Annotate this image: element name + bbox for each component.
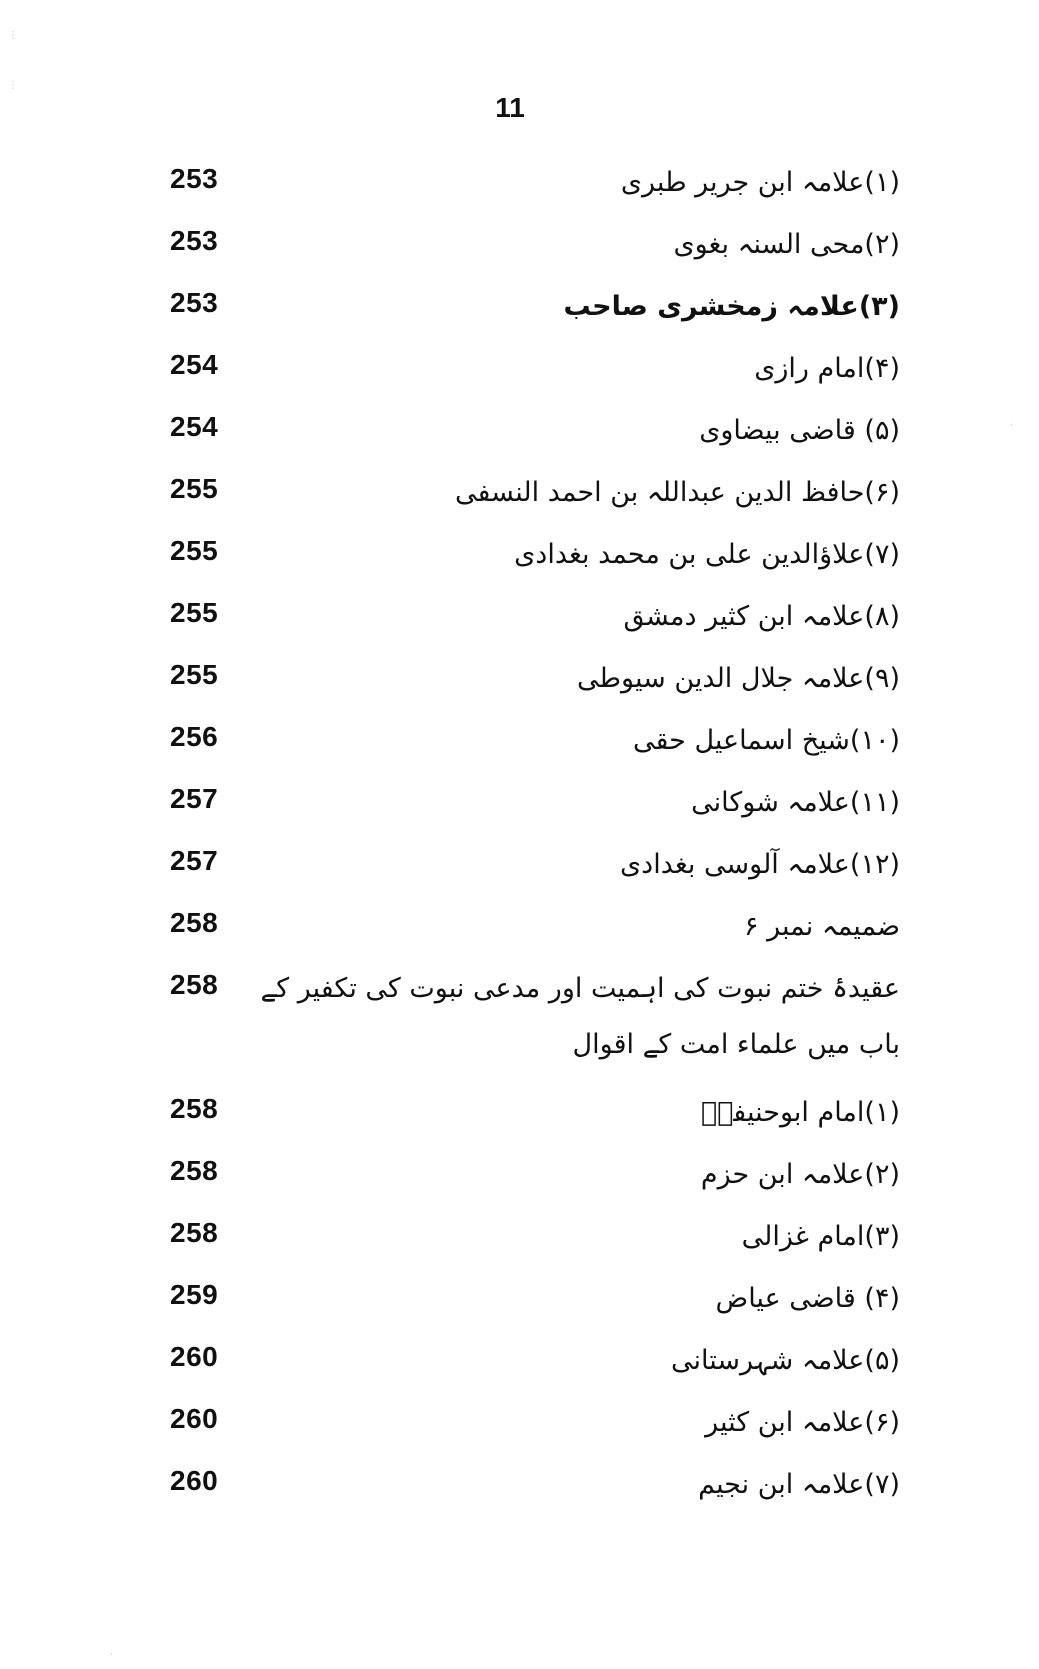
toc-row (160, 1457, 900, 1519)
toc-row-section-heading (160, 961, 900, 1085)
scan-speck: ⋮ (8, 30, 18, 41)
toc-row (160, 1209, 900, 1271)
toc-row (160, 1271, 900, 1333)
entry-page-number: 258 (170, 1155, 219, 1186)
entry-title: (۴) قاضی عیاض (715, 1283, 900, 1314)
toc-row (160, 279, 900, 341)
toc-row (160, 775, 900, 837)
entry-page-number: 256 (170, 721, 219, 752)
scan-speck: ⋮ (8, 80, 18, 91)
entry-title: (۸)علامہ ابن کثیر دمشق (623, 601, 900, 632)
entry-title: (۱)علامہ ابن جریر طبری (620, 167, 900, 198)
entry-page-number: 257 (170, 783, 219, 814)
entry-page-number: 260 (170, 1465, 219, 1496)
toc-row (160, 1395, 900, 1457)
scan-speck: · (1010, 420, 1014, 431)
entry-page-number: 253 (170, 225, 219, 256)
toc-row (160, 837, 900, 899)
toc-row (160, 713, 900, 775)
entry-page-number: 260 (170, 1403, 219, 1434)
entry-page-number: 257 (170, 845, 219, 876)
entry-title: (۹)علامہ جلال الدین سیوطی (577, 663, 900, 694)
toc-row (160, 341, 900, 403)
entry-page-number: 258 (170, 907, 219, 938)
entry-page-number: 258 (170, 969, 219, 1000)
entry-title: (۷)علاؤالدین علی بن محمد بغدادی (514, 539, 900, 570)
entry-page-number: 260 (170, 1341, 219, 1372)
entry-page-number: 258 (170, 1093, 219, 1124)
toc-row (160, 1333, 900, 1395)
toc-row (160, 155, 900, 217)
entry-title: (۳)علامہ زمخشری صاحب (563, 291, 900, 322)
section-heading: عقیدۂ ختم نبوت کی اہمیت اور مدعی نبوت کی تکفیر کے باب میں علماء امت کے اقوال (260, 973, 900, 1060)
entry-title: (۶)علامہ ابن کثیر (705, 1407, 900, 1438)
entry-page-number: 255 (170, 535, 219, 566)
entry-title: (۱)امام ابوحنیفہؒ (700, 1097, 900, 1128)
entry-title: (۳)امام غزالی (741, 1221, 900, 1252)
entry-title: (۱۱)علامہ شوکانی (691, 787, 900, 818)
entry-title: (۱۰)شیخ اسماعیل حقی (633, 725, 900, 756)
entry-title: (۲)محی السنہ بغوی (673, 229, 900, 260)
toc-row (160, 527, 900, 589)
entry-title: (۶)حافظ الدین عبداللہ بن احمد النسفی (454, 477, 900, 508)
scan-speck: · (110, 1650, 114, 1661)
entry-title: (۷)علامہ ابن نجیم (698, 1469, 900, 1500)
entry-page-number: 255 (170, 597, 219, 628)
entry-page-number: 255 (170, 473, 219, 504)
toc-row (160, 465, 900, 527)
page-number: 11 (495, 92, 525, 123)
toc-row (160, 651, 900, 713)
entry-title: (۱۲)علامہ آلوسی بغدادی (620, 849, 900, 880)
toc-row (160, 589, 900, 651)
entry-title: (۵) قاضی بیضاوی (699, 415, 900, 446)
entry-page-number: 253 (170, 163, 219, 194)
toc-row (160, 1147, 900, 1209)
entry-title: (۴)امام رازی (754, 353, 900, 384)
toc-row-appendix (160, 899, 900, 961)
entry-page-number: 259 (170, 1279, 219, 1310)
toc-row (160, 217, 900, 279)
table-of-contents (160, 155, 900, 1519)
entry-title: (۵)علامہ شہرستانی (670, 1345, 900, 1376)
toc-row (160, 403, 900, 465)
appendix-heading: ضمیمہ نمبر ۶ (744, 911, 900, 942)
entry-title: (۲)علامہ ابن حزم (700, 1159, 900, 1190)
toc-row (160, 1085, 900, 1147)
entry-page-number: 258 (170, 1217, 219, 1248)
entry-page-number: 254 (170, 349, 219, 380)
entry-page-number: 253 (170, 287, 219, 318)
entry-page-number: 254 (170, 411, 219, 442)
entry-page-number: 255 (170, 659, 219, 690)
